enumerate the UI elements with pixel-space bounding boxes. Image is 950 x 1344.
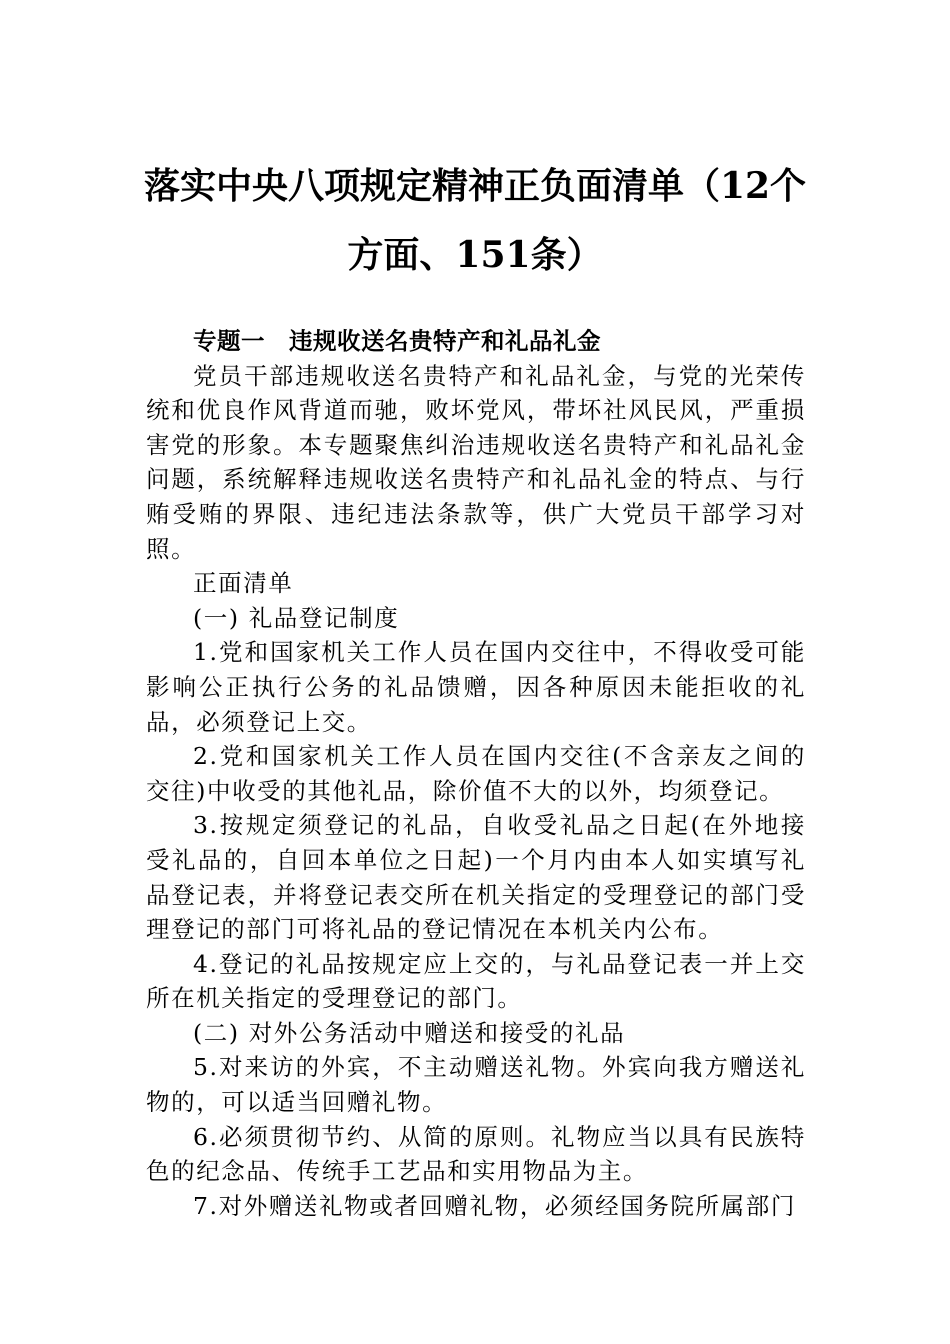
subsection-heading-2: (二) 对外公务活动中赠送和接受的礼品 — [193, 1018, 626, 1047]
document-title-line-2: 方面、151条） — [347, 234, 603, 276]
list-item-1: 1.党和国家机关工作人员在国内交往中，不得收受可能影响公正执行公务的礼品馈赠，因各种原因未能拒收的礼品，必须登记上交。 — [146, 638, 806, 736]
list-item-2: 2.党和国家机关工作人员在国内交往(不含亲友之间的交往)中收受的其他礼品，除价值不大的以外，均须登记。 — [146, 742, 806, 805]
document-title-line-1: 落实中央八项规定精神正负面清单（12个 — [143, 165, 807, 207]
document-body — [146, 324, 806, 1223]
subsection-heading-1: (一) 礼品登记制度 — [193, 603, 400, 632]
intro-paragraph: 党员干部违规收送名贵特产和礼品礼金，与党的光荣传统和优良作风背道而驰，败坏党风，带坏社风民风，严重损害党的形象。本专题聚焦纠治违规收送名贵特产和礼品礼金问题，系统解释违规收送名贵特产和礼品礼金的特点、与行贿受贿的界限、违纪违法条款等，供广大党员干部学习对照。 — [146, 361, 806, 563]
list-item-5: 5.对来访的外宾，不主动赠送礼物。外宾向我方赠送礼物的，可以适当回赠礼物。 — [146, 1053, 806, 1117]
list-item-6: 6.必须贯彻节约、从简的原则。礼物应当以具有民族特色的纪念品、传统手工艺品和实用物品为主。 — [146, 1122, 806, 1186]
list-item-4: 4.登记的礼品按规定应上交的，与礼品登记表一并上交所在机关指定的受理登记的部门。 — [146, 949, 806, 1013]
section-heading: 专题一 违规收送名贵特产和礼品礼金 — [193, 327, 601, 355]
list-item-3: 3.按规定须登记的礼品，自收受礼品之日起(在外地接受礼品的，自回本单位之日起)一个月内由本人如实填写礼品登记表，并将登记表交所在机关指定的受理登记的部门受理登记的部门可将礼品的登记情况在本机关内公布。 — [146, 811, 806, 944]
list-item-7: 7.对外赠送礼物或者回赠礼物，必须经国务院所属部门 — [193, 1191, 796, 1220]
positive-list-label: 正面清单 — [193, 569, 294, 598]
